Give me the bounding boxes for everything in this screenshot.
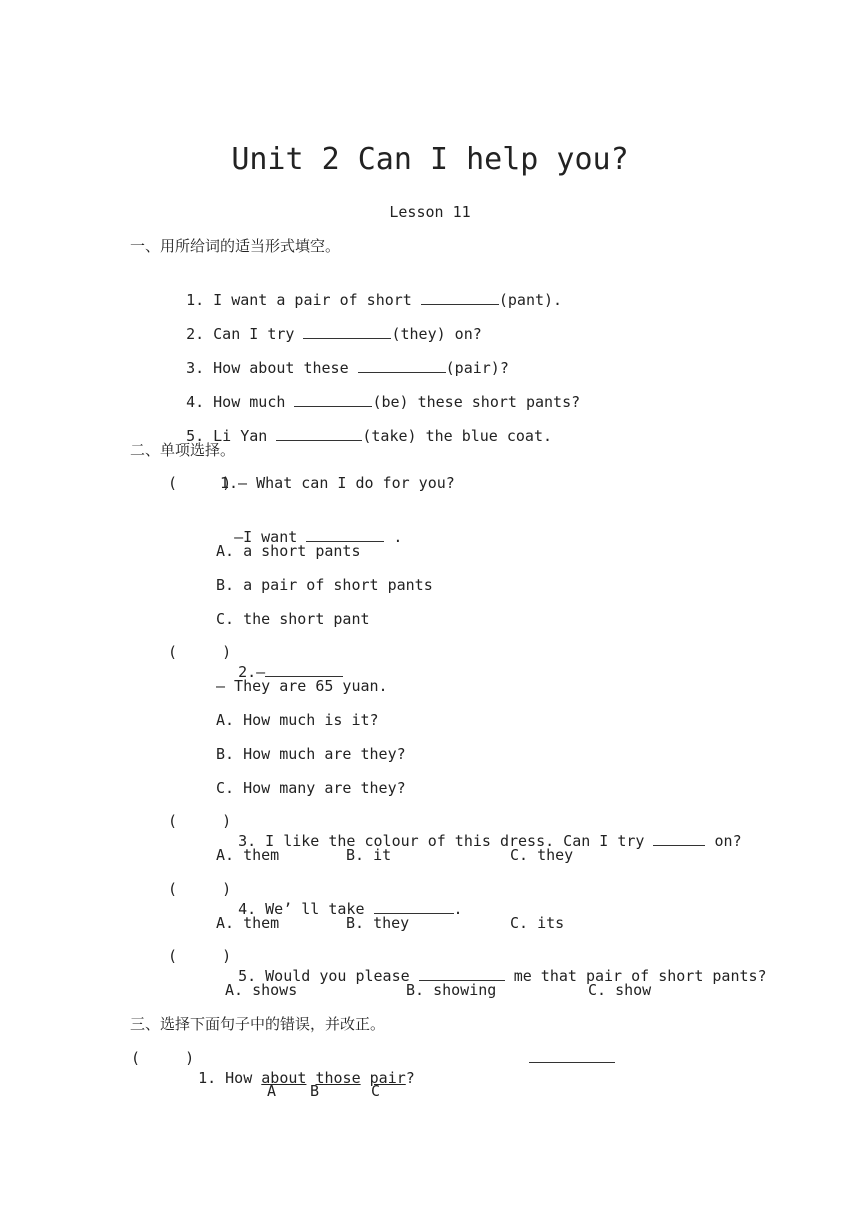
s3-q1-end: ?: [405, 1069, 415, 1087]
s2-q1-bracket[interactable]: ( ): [168, 474, 232, 492]
s2-q5-stem-post: me that pair of short pants?: [504, 967, 767, 985]
s1-item-3-post: (pair)?: [445, 359, 509, 377]
s3-q1-label-c: C: [371, 1082, 381, 1100]
correction-blank[interactable]: [529, 1048, 615, 1063]
s1-item-5-pre: 5. Li Yan: [186, 427, 277, 445]
s2-q4-option-c[interactable]: C. its: [510, 914, 565, 932]
section1-heading: 一、用所给词的适当形式填空。: [130, 237, 341, 255]
s3-q1-bracket[interactable]: ( ): [131, 1049, 195, 1067]
s2-q2-bracket[interactable]: ( ): [168, 643, 232, 661]
page-title: Unit 2 Can I help you?: [231, 142, 629, 177]
s2-q3-option-c[interactable]: C. they: [510, 846, 574, 864]
answer-blank[interactable]: [358, 358, 446, 373]
s3-q1-word-c: pair: [369, 1069, 406, 1087]
s2-q3-option-b[interactable]: B. it: [346, 846, 392, 864]
s2-q1-stem: 1.— What can I do for you?: [220, 474, 455, 492]
s2-q1-answer-post: .: [384, 528, 403, 546]
s2-q4-stem-pre: 4. We’ ll take: [238, 900, 374, 918]
s2-q5-option-c[interactable]: C. show: [588, 981, 652, 999]
s2-q3-stem-post: on?: [705, 832, 742, 850]
answer-blank[interactable]: [421, 290, 499, 305]
section3-heading: 三、选择下面句子中的错误，并改正。: [130, 1015, 386, 1033]
s3-q1-num: 1. How: [198, 1069, 262, 1087]
answer-blank[interactable]: [374, 899, 454, 914]
s2-q1-option-a[interactable]: A. a short pants: [216, 542, 361, 560]
s2-q1-option-c[interactable]: C. the short pant: [216, 610, 370, 628]
answer-blank[interactable]: [303, 324, 391, 339]
s3-q1-label-a: A: [267, 1082, 277, 1100]
lesson-subtitle: Lesson 11: [389, 203, 471, 221]
s1-item-4-pre: 4. How much: [186, 393, 295, 411]
s1-item-1-pre: 1. I want a pair of short: [186, 291, 421, 309]
s2-q2-answer: — They are 65 yuan.: [216, 677, 388, 695]
s1-item-1-post: (pant).: [498, 291, 563, 309]
s2-q5-bracket[interactable]: ( ): [168, 947, 232, 965]
s2-q5-stem-pre: 5. Would you please: [238, 967, 419, 985]
s2-q4-option-a[interactable]: A. them: [216, 914, 280, 932]
s1-item-5-post: (take) the blue coat.: [362, 427, 553, 445]
s2-q4-stem-post: .: [453, 900, 463, 918]
s2-q3-bracket[interactable]: ( ): [168, 812, 232, 830]
answer-blank[interactable]: [294, 392, 372, 407]
answer-blank[interactable]: [419, 966, 505, 981]
s2-q4-bracket[interactable]: ( ): [168, 880, 232, 898]
s3-q1-word-b: those: [315, 1069, 361, 1087]
s1-item-2-post: (they) on?: [391, 325, 482, 343]
answer-blank[interactable]: [653, 831, 705, 846]
s2-q5-option-b[interactable]: B. showing: [406, 981, 497, 999]
s2-q4-option-b[interactable]: B. they: [346, 914, 410, 932]
s2-q3-option-a[interactable]: A. them: [216, 846, 280, 864]
s2-q5-option-a[interactable]: A. shows: [225, 981, 298, 999]
s2-q2-option-a[interactable]: A. How much is it?: [216, 711, 379, 729]
s2-q2-stem-text: 2.—: [238, 663, 266, 681]
s2-q2-option-b[interactable]: B. How much are they?: [216, 745, 406, 763]
s1-item-4-post: (be) these short pants?: [372, 393, 581, 411]
s2-q1-option-b[interactable]: B. a pair of short pants: [216, 576, 433, 594]
s1-item-2-pre: 2. Can I try: [186, 325, 304, 343]
s3-q1-word-a: about: [261, 1069, 307, 1087]
answer-blank[interactable]: [265, 662, 343, 677]
section2-heading: 二、单项选择。: [130, 441, 236, 459]
s2-q2-option-c[interactable]: C. How many are they?: [216, 779, 406, 797]
answer-blank[interactable]: [306, 527, 384, 542]
answer-blank[interactable]: [276, 426, 362, 441]
s2-q1-answer-pre: —I want: [234, 528, 307, 546]
s2-q3-stem-pre: 3. I like the colour of this dress. Can I try: [238, 832, 654, 850]
s3-q1-label-b: B: [310, 1082, 320, 1100]
s1-item-3-pre: 3. How about these: [186, 359, 358, 377]
s2-q3-stem: [220, 811, 742, 851]
